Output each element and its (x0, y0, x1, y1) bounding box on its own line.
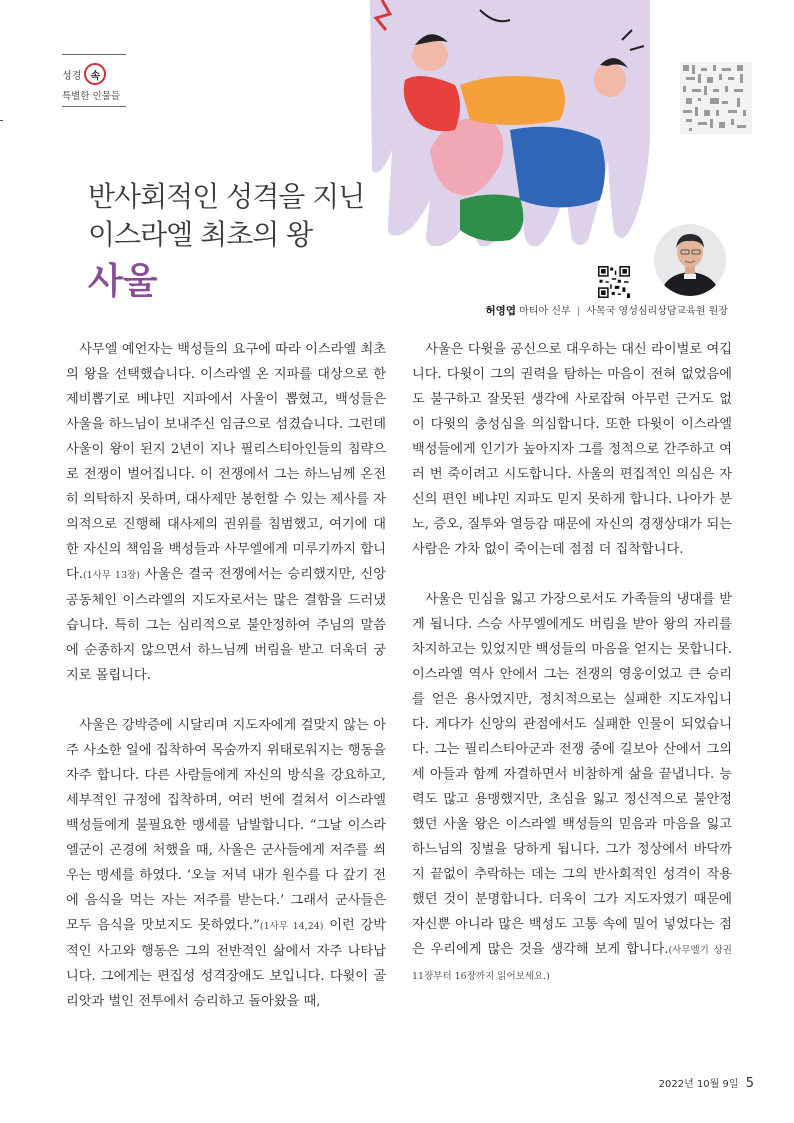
author-name: 허영엽 (485, 305, 516, 317)
paragraph-text: 사울은 결국 전쟁에서는 승리했지만, 신앙 공동체인 이스라엘의 지도자로서는 많은 결함을 드러냈습니다. 특히 그는 심리적으로 불안정하여 주님의 말씀에 순종하지 않으면서 하느님께 버림을 받고 더욱더 궁지로 몰립니다. (66, 567, 386, 683)
page-number: 5 (745, 1076, 754, 1091)
title-line-1: 반사회적인 성격을 지닌 (88, 180, 365, 213)
author-portrait (654, 224, 726, 296)
paragraph (66, 713, 386, 1014)
paragraph-text: 이런 강박적인 사고와 행동은 그의 전반적인 삶에서 자주 나타납니다. 그에게는 편집성 성격장애도 보입니다. 다윗이 골리앗과 벌인 전투에서 승리하고 돌아왔을 때, (66, 918, 387, 1009)
paragraph (412, 587, 732, 989)
series-word: 성경 (62, 70, 82, 82)
hero-illustration (360, 0, 660, 250)
author-position: 사목국 영성심리상담교육원 원장 (586, 306, 728, 317)
series-top-rule (62, 54, 126, 55)
body-column-left (66, 337, 386, 1014)
page-footer (659, 1075, 754, 1091)
title-name: 사울 (88, 261, 158, 302)
margin-tick (0, 120, 3, 121)
author-role: 마티아 신부 (519, 306, 571, 317)
paragraph-text: 사울은 민심을 잃고 가장으로서도 가족들의 냉대를 받게 됩니다. 스승 사무엘에게도 버림을 받아 왕의 자리를 차지하고는 있었지만 백성들의 마음을 얻지는 못합니다. 이스라엘 역사 안에서 그는 전쟁의 영웅이었고 큰 승리를 얻은 용사였지만, 정치적으로는 실패한 지도자입니다. 게다가 신앙의 관점에서도 실패한 인물이 되었습니다. 그는 필리스티아군과 전쟁 중에 길보아 산에서 그의 세 아들과 함께 자결하면서 비참하게 삶을 끝냅니다. 능력도 많고 용맹했지만, 초심을 잃고 정신적으로 불안정했던 사울 왕은 이스라엘 백성들의 믿음과 마음을 잃고 하느님의 징벌을 당하게 됩니다. 그가 정상에서 바닥까지 끝없이 추락하는 데는 그의 반사회적인 성격이 작용했던 것이 분명합니다. 더욱이 그가 지도자였기 때문에 자신뿐 아니라 많은 백성도 고통 속에 밀어 넣었다는 점은 우리에게 많은 것을 생각해 보게 합니다. (412, 592, 732, 957)
scripture-reference: (사무엘기 상권 11장부터 16장까지 읽어보세요.) (412, 945, 732, 982)
series-logo (62, 54, 134, 107)
body-column-right (412, 337, 732, 989)
series-subtitle: 특별한 인물들 (62, 91, 121, 102)
series-bottom-rule (62, 106, 126, 107)
scripture-reference: (1사무 13장) (82, 570, 140, 581)
paragraph: 사울은 다윗을 공신으로 대우하는 대신 라이벌로 여깁니다. 다윗이 그의 권력을 탐하는 마음이 전혀 없었음에도 불구하고 잘못된 생각에 사로잡혀 아무런 근거도 없이 다윗의 충성심을 의심합니다. 또한 다윗이 이스라엘 백성들에게 인기가 높아지자 그를 정적으로 간주하고 여러 번 죽이려고 시도합니다. 사울의 편집적인 의심은 자신의 편인 베냐민 지파도 믿지 못하게 합니다. 나아가 분노, 증오, 질투와 열등감 때문에 자신의 경쟁상대가 되는 사람은 가차 없이 죽이는데 점점 더 집착합니다. (412, 342, 732, 557)
series-lens-char: 속 (90, 70, 101, 82)
paragraph-text: 사무엘 예언자는 백성들의 요구에 따라 이스라엘 최초의 왕을 선택했습니다. 이스라엘 온 지파를 대상으로 한 제비뽑기로 베냐민 지파에서 사울이 뽑혔고, 백성들은 사울을 하느님이 보내주신 임금으로 섬겼습니다. 그런데 사울이 왕이 된지 2년이 지나 필리스티아인들의 침략으로 전쟁이 벌어집니다. 이 전쟁에서 그는 하느님께 온전히 의탁하지 못하며, 대사제만 봉헌할 수 있는 제사를 자의적으로 진행해 대사제의 권위를 침범했고, 여기에 대한 자신의 책임을 백성들과 사무엘에게 미루기까지 합니다. (66, 342, 386, 582)
scripture-reference: (1사무 14,24) (259, 921, 324, 932)
issue-date: 2022년 10월 9일 (658, 1079, 739, 1090)
article-title (88, 178, 364, 306)
author-separator: | (576, 306, 581, 317)
qr-code-icon[interactable] (598, 266, 630, 298)
paragraph-text: 사울은 강박증에 시달리며 지도자에게 걸맞지 않는 아주 사소한 일에 집착하여 목숨까지 위태로워지는 행동을 자주 합니다. 다른 사람들에게 자신의 방식을 강요하고, 세부적인 규정에 집착하며, 여러 번에 걸쳐서 이스라엘 백성들에게 불필요한 맹세를 남발합니다. “그날 이스라엘군이 곤경에 처했을 때, 사울은 군사들에게 저주를 씌우는 맹세를 하였다. ‘오늘 저녁 내가 원수를 다 갚기 전에 음식을 먹는 자는 저주를 받는다.’ 그래서 군사들은 모두 음식을 맛보지도 못하였다.” (66, 718, 386, 933)
qr-code-icon[interactable] (680, 62, 752, 134)
title-line-2: 이스라엘 최초의 왕 (88, 218, 313, 251)
magnifier-logo-icon (84, 63, 106, 85)
paragraph (66, 337, 386, 688)
author-line (486, 302, 728, 318)
